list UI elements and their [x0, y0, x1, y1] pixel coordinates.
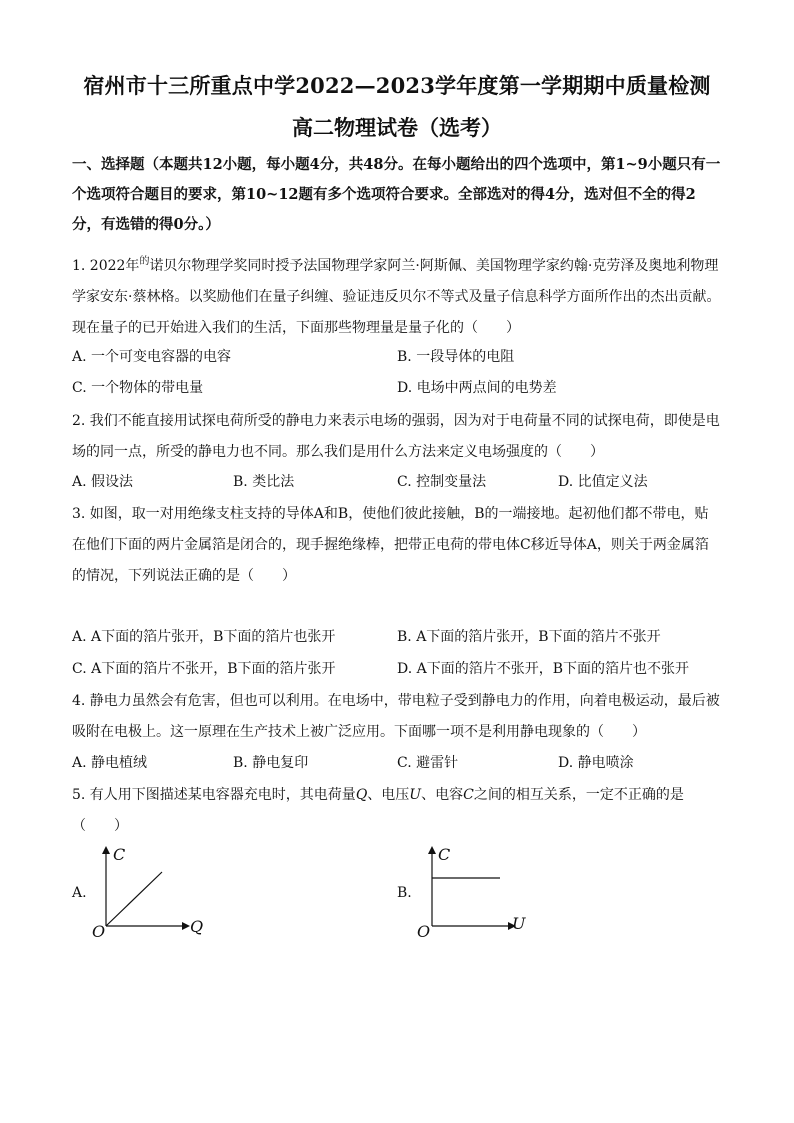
question-5-stem-part: 之间的相互关系，一定不正确的是 — [473, 787, 684, 803]
graph-a-y-label: C — [113, 845, 126, 864]
exam-title: 宿州市十三所重点中学2022—2023学年度第一学期期中质量检测 — [83, 73, 711, 98]
question-1-option-c[interactable]: C. 一个物体的带电量 — [72, 380, 204, 396]
question-1-option-d[interactable]: D. 电场中两点间的电势差 — [397, 380, 557, 396]
graph-a-x-label: Q — [190, 917, 204, 936]
question-4-stem: 4. 静电力虽然会有危害，但也可以利用。在电场中，带电粒子受到静电力的作用，向着电极运动，最后被吸附在电极上。这一原理在生产技术上被广泛应用。下面哪一项不是利用静电现象的（ ） — [72, 693, 720, 740]
question-1-option-b[interactable]: B. 一段导体的电阻 — [397, 349, 515, 365]
question-1-option-a[interactable]: A. 一个可变电容器的电容 — [72, 349, 232, 365]
graph-b-origin: O — [417, 922, 431, 941]
graph-b-y-label: C — [438, 845, 451, 864]
graph-a-line — [106, 872, 162, 926]
variable-q: Q — [355, 787, 368, 803]
question-5-stem-part: 、电压 — [367, 787, 410, 803]
question-2-option-c[interactable]: C. 控制变量法 — [397, 474, 487, 490]
question-2-stem: 2. 我们不能直接用试探电荷所受的静电力来表示电场的强弱，因为对于电荷量不同的试探电荷，即使是电场的同一点，所受的静电力也不同。那么我们是用什么方法来定义电场强度的（ ） — [72, 413, 720, 460]
question-4-option-d[interactable]: D. 静电喷涂 — [558, 755, 634, 771]
question-1-stem-part: 1. 2022年 — [72, 258, 140, 274]
question-2-option-a[interactable]: A. 假设法 — [72, 474, 134, 490]
question-3-option-d[interactable]: D. A下面的箔片不张开，B下面的箔片也不张开 — [397, 661, 690, 677]
variable-u: U — [409, 787, 422, 803]
section-instructions: 一、选择题（本题共12小题，每小题4分，共48分。在每小题给出的四个选项中，第1~9小题只有一个选项符合题目的要求，第10~12题有多个选项符合要求。全部选对的得4分，选对但不全的得2分，有选错的得0分。） — [72, 156, 721, 233]
question-1-stem — [72, 246, 722, 344]
question-3-stem: 3. 如图，取一对用绝缘支柱支持的导体A和B，使他们彼此接触，B的一端接地。起初他们都不带电，贴在他们下面的两片金属箔是闭合的，现手握绝缘棒，把带正电荷的带电体C移近导体A，则关于两金属箔的情况，下列说法正确的是（ ） — [72, 506, 709, 584]
question-4-option-c[interactable]: C. 避雷针 — [397, 755, 459, 771]
variable-c: C — [463, 787, 474, 803]
exam-subtitle: 高二物理试卷（选考） — [292, 115, 502, 140]
question-5-option-a-label[interactable]: A. — [72, 885, 87, 901]
question-3-option-a[interactable]: A. A下面的箔片张开，B下面的箔片也张开 — [72, 629, 336, 645]
question-5-stem — [72, 780, 722, 842]
question-2-option-d[interactable]: D. 比值定义法 — [558, 474, 648, 490]
question-3-option-b[interactable]: B. A下面的箔片张开，B下面的箔片不张开 — [397, 629, 661, 645]
question-5-option-b-label[interactable]: B. — [397, 885, 412, 901]
graph-b-x-label: U — [512, 914, 526, 933]
question-4-option-b[interactable]: B. 静电复印 — [233, 755, 309, 771]
question-1-stem-part: 诺贝尔物理学奖同时授予法国物理学家阿兰·阿斯佩、美国物理学家约翰·克劳泽及奥地利物理学家安东·蔡林格。以奖励他们在量子纠缠、验证违反贝尔不等式及量子信息科学方面所作出的杰出贡献。现在量子的已开始进入我们的生活，下面那些物理量是量子化的（ ） — [72, 258, 721, 336]
question-5-answer-bracket: （ ） — [72, 818, 128, 834]
question-2-option-b[interactable]: B. 类比法 — [233, 474, 295, 490]
question-4-option-a[interactable]: A. 静电植绒 — [72, 755, 148, 771]
question-1-superscript: 的 — [139, 256, 150, 267]
question-3-option-c[interactable]: C. A下面的箔片不张开，B下面的箔片张开 — [72, 661, 336, 677]
graph-a-origin: O — [92, 922, 106, 941]
question-5-stem-part: 5. 有人用下图描述某电容器充电时，其电荷量 — [72, 787, 356, 803]
question-5-stem-part: 、电容 — [421, 787, 464, 803]
